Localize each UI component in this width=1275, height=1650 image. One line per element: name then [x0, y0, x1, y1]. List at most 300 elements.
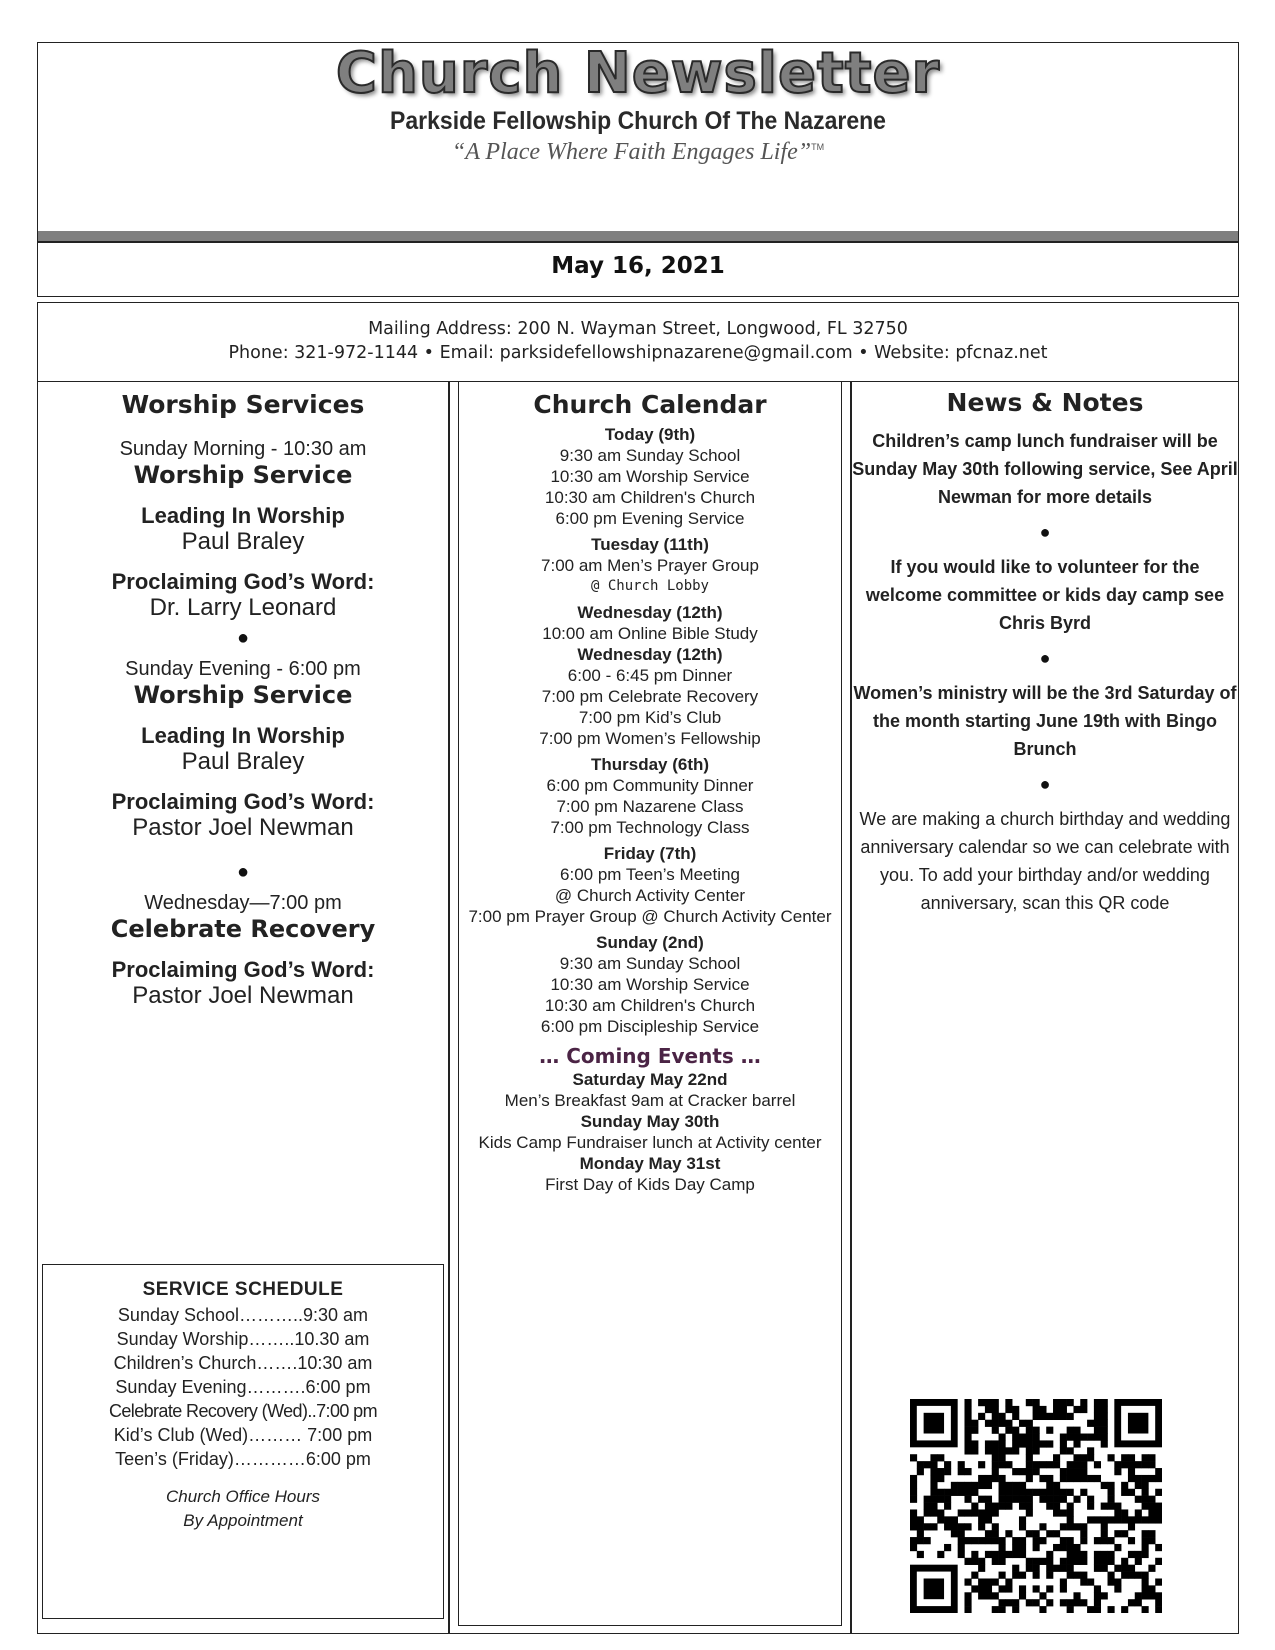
- qr-module: [978, 1461, 985, 1468]
- qr-module: [1073, 1461, 1080, 1468]
- qr-module: [964, 1468, 971, 1475]
- qr-module: [992, 1509, 999, 1516]
- qr-module: [910, 1516, 917, 1523]
- leading-label: Leading In Worship: [141, 503, 345, 528]
- qr-module: [1005, 1599, 1012, 1606]
- qr-module: [1019, 1523, 1026, 1530]
- qr-module: [985, 1440, 992, 1447]
- qr-module: [1087, 1454, 1094, 1461]
- qr-module: [978, 1399, 985, 1406]
- qr-module: [917, 1516, 924, 1523]
- qr-module: [1039, 1558, 1046, 1565]
- qr-module: [1121, 1606, 1128, 1613]
- qr-module: [1148, 1461, 1155, 1468]
- qr-module: [930, 1482, 937, 1489]
- qr-module: [992, 1440, 999, 1447]
- qr-module: [1012, 1413, 1019, 1420]
- qr-module: [1033, 1537, 1040, 1544]
- qr-module: [985, 1592, 992, 1599]
- qr-module: [1087, 1606, 1094, 1613]
- qr-module: [951, 1530, 958, 1537]
- header-divider-rule: [38, 241, 1238, 243]
- qr-module: [1135, 1572, 1142, 1579]
- qr-module: [999, 1572, 1006, 1579]
- qr-module: [999, 1558, 1006, 1565]
- calendar-heading: Church Calendar: [533, 390, 767, 419]
- qr-module: [910, 1537, 917, 1544]
- qr-module: [985, 1475, 992, 1482]
- qr-module: [1019, 1585, 1026, 1592]
- qr-module: [1019, 1572, 1026, 1579]
- qr-module: [930, 1454, 937, 1461]
- calendar-event: 7:00 pm Nazarene Class: [556, 797, 744, 816]
- qr-module: [1094, 1413, 1101, 1420]
- qr-module: [1033, 1468, 1040, 1475]
- news-note: We are making a church birthday and wedding anniversary calendar so we can celebrate with you. To add your birthday and/or wedding anniversary, scan this QR code: [859, 809, 1231, 913]
- qr-module: [1142, 1592, 1149, 1599]
- qr-module: [985, 1496, 992, 1503]
- qr-module: [1155, 1592, 1162, 1599]
- qr-module: [999, 1585, 1006, 1592]
- qr-module: [1142, 1461, 1149, 1468]
- qr-module: [1108, 1578, 1115, 1585]
- qr-module: [1094, 1537, 1101, 1544]
- qr-module: [999, 1606, 1006, 1613]
- calendar-event: 10:30 am Children's Church: [544, 996, 756, 1015]
- qr-module: [1101, 1565, 1108, 1572]
- qr-module: [958, 1482, 965, 1489]
- bullet-separator: ●: [1039, 648, 1051, 668]
- qr-module: [1026, 1454, 1033, 1461]
- qr-module: [958, 1551, 965, 1558]
- qr-module: [971, 1551, 978, 1558]
- qr-module: [1135, 1599, 1142, 1606]
- qr-module: [1039, 1496, 1046, 1503]
- qr-module: [930, 1475, 937, 1482]
- qr-module: [1155, 1544, 1162, 1551]
- coming-event: Men’s Breakfast 9am at Cracker barrel: [504, 1091, 796, 1110]
- qr-module: [1005, 1585, 1012, 1592]
- qr-module: [924, 1578, 944, 1599]
- calendar-event: 9:30 am Sunday School: [559, 954, 741, 973]
- qr-module: [1148, 1503, 1155, 1510]
- church-name: Parkside Fellowship Church Of The Nazarene: [390, 107, 886, 135]
- qr-module: [978, 1537, 985, 1544]
- qr-module: [1060, 1565, 1067, 1572]
- calendar-event: @ Church Activity Center: [554, 886, 746, 905]
- qr-module: [1073, 1496, 1080, 1503]
- qr-module: [1128, 1551, 1135, 1558]
- qr-module: [1067, 1599, 1074, 1606]
- qr-module: [1012, 1468, 1019, 1475]
- qr-module: [1026, 1461, 1033, 1468]
- qr-module: [971, 1427, 978, 1434]
- trademark-mark: TM: [811, 142, 825, 152]
- calendar-event: 7:00 pm Technology Class: [550, 818, 750, 837]
- qr-module: [1060, 1585, 1067, 1592]
- qr-module: [1073, 1592, 1080, 1599]
- sunday-evening-service: Worship Service: [133, 681, 353, 709]
- qr-module: [1108, 1537, 1115, 1544]
- preacher: Dr. Larry Leonard: [149, 594, 337, 621]
- qr-module: [958, 1461, 965, 1468]
- qr-module: [1155, 1503, 1162, 1510]
- qr-module: [937, 1468, 944, 1475]
- calendar-event: 7:00 pm Kid’s Club: [578, 708, 722, 727]
- qr-module: [1019, 1544, 1026, 1551]
- qr-module: [1046, 1599, 1053, 1606]
- qr-module: [1101, 1420, 1108, 1427]
- qr-module: [917, 1468, 924, 1475]
- worship-services: [37, 390, 449, 1009]
- office-hours-line: By Appointment: [183, 1511, 303, 1530]
- qr-module: [1033, 1565, 1040, 1572]
- qr-module: [1033, 1585, 1040, 1592]
- qr-module: [1155, 1599, 1162, 1606]
- qr-module: [992, 1551, 999, 1558]
- qr-module: [1080, 1537, 1087, 1544]
- calendar-day: [458, 843, 842, 927]
- office-hours-line: Church Office Hours: [166, 1487, 320, 1506]
- calendar-event: 7:00 pm Prayer Group @ Church Activity Center: [468, 907, 832, 926]
- qr-module: [1053, 1489, 1060, 1496]
- qr-module: [992, 1606, 999, 1613]
- qr-module: [1060, 1413, 1067, 1420]
- qr-module: [1033, 1599, 1040, 1606]
- qr-module: [1046, 1475, 1053, 1482]
- qr-module: [1026, 1427, 1033, 1434]
- qr-module: [971, 1503, 978, 1510]
- qr-code[interactable]: [910, 1399, 1162, 1613]
- qr-module: [1026, 1420, 1033, 1427]
- qr-module: [978, 1509, 985, 1516]
- qr-module: [1026, 1434, 1033, 1441]
- qr-module: [1026, 1399, 1033, 1406]
- calendar-days: [458, 424, 842, 1037]
- qr-module: [930, 1509, 937, 1516]
- qr-module: [1005, 1461, 1012, 1468]
- qr-module: [1073, 1468, 1080, 1475]
- qr-module: [964, 1599, 971, 1606]
- qr-module: [1053, 1406, 1060, 1413]
- qr-module: [978, 1475, 985, 1482]
- qr-module: [1033, 1406, 1040, 1413]
- calendar-event: 6:00 pm Community Dinner: [546, 776, 754, 795]
- qr-module: [1060, 1558, 1067, 1565]
- coming-events-list: [458, 1069, 842, 1195]
- qr-module: [1148, 1537, 1155, 1544]
- qr-module: [985, 1578, 992, 1585]
- qr-module: [978, 1523, 985, 1530]
- qr-module: [992, 1530, 999, 1537]
- qr-module: [1019, 1489, 1026, 1496]
- qr-module: [1060, 1399, 1067, 1406]
- qr-module: [1108, 1496, 1115, 1503]
- qr-module: [1108, 1454, 1115, 1461]
- qr-module: [1039, 1475, 1046, 1482]
- qr-module: [1067, 1544, 1074, 1551]
- qr-module: [1101, 1530, 1108, 1537]
- schedule-title: SERVICE SCHEDULE: [142, 1279, 344, 1300]
- qr-module: [992, 1558, 999, 1565]
- qr-module: [999, 1454, 1006, 1461]
- qr-module: [1101, 1406, 1108, 1413]
- qr-module: [978, 1565, 985, 1572]
- calendar-event: 6:00 pm Teen’s Meeting: [560, 865, 740, 884]
- qr-module: [964, 1592, 971, 1599]
- qr-module: [1128, 1572, 1135, 1579]
- qr-module: [910, 1496, 917, 1503]
- qr-module: [964, 1434, 971, 1441]
- qr-module: [1060, 1537, 1067, 1544]
- calendar-day-heading: Friday (7th): [603, 844, 697, 863]
- qr-module: [1039, 1461, 1046, 1468]
- qr-module: [1073, 1440, 1080, 1447]
- qr-module: [978, 1516, 985, 1523]
- qr-module: [1073, 1427, 1080, 1434]
- qr-module: [978, 1496, 985, 1503]
- qr-module: [1046, 1565, 1053, 1572]
- qr-module: [1148, 1530, 1155, 1537]
- schedule-line: Kid’s Club (Wed)……… 7:00 pm: [113, 1425, 373, 1445]
- qr-module: [1046, 1503, 1053, 1510]
- calendar-day: [458, 754, 842, 838]
- qr-module: [1121, 1454, 1128, 1461]
- qr-module: [1019, 1420, 1026, 1427]
- qr-module: [1108, 1489, 1115, 1496]
- qr-module: [1033, 1399, 1040, 1406]
- qr-module: [917, 1537, 924, 1544]
- qr-module: [1094, 1565, 1101, 1572]
- qr-module: [1053, 1482, 1060, 1489]
- qr-module: [1012, 1447, 1019, 1454]
- qr-module: [1155, 1468, 1162, 1475]
- qr-module: [1060, 1434, 1067, 1441]
- qr-module: [1108, 1606, 1115, 1613]
- qr-module: [1067, 1606, 1074, 1613]
- qr-module: [1046, 1558, 1053, 1565]
- leading-label: Leading In Worship: [141, 723, 345, 748]
- qr-module: [1073, 1544, 1080, 1551]
- tagline-text: “A Place Where Faith Engages Life”: [451, 139, 812, 165]
- sunday-morning-service: Worship Service: [133, 461, 353, 489]
- qr-module: [1094, 1551, 1101, 1558]
- qr-module: [985, 1406, 992, 1413]
- qr-module: [964, 1427, 971, 1434]
- wednesday-time: Wednesday—7:00 pm: [144, 892, 342, 914]
- qr-module: [971, 1509, 978, 1516]
- qr-module: [999, 1413, 1006, 1420]
- qr-module: [1094, 1599, 1101, 1606]
- qr-module: [1060, 1468, 1067, 1475]
- church-calendar: [458, 390, 842, 1195]
- qr-module: [1026, 1558, 1033, 1565]
- schedule-line: Sunday Evening……….6:00 pm: [115, 1377, 371, 1397]
- qr-module: [1121, 1482, 1128, 1489]
- qr-module: [1012, 1599, 1019, 1606]
- qr-module: [1142, 1606, 1149, 1613]
- qr-module: [1039, 1489, 1046, 1496]
- qr-module: [971, 1489, 978, 1496]
- qr-module: [985, 1516, 992, 1523]
- qr-module: [971, 1585, 978, 1592]
- qr-module: [958, 1523, 965, 1530]
- qr-module: [1114, 1461, 1121, 1468]
- qr-module: [985, 1537, 992, 1544]
- qr-module: [1005, 1503, 1012, 1510]
- qr-module: [1142, 1503, 1149, 1510]
- qr-module: [1142, 1537, 1149, 1544]
- qr-module: [1094, 1427, 1101, 1434]
- qr-module: [1142, 1544, 1149, 1551]
- qr-module: [944, 1516, 951, 1523]
- qr-module: [1060, 1509, 1067, 1516]
- calendar-day-heading: Wednesday (12th): [577, 645, 723, 664]
- qr-module: [1114, 1585, 1121, 1592]
- qr-module: [944, 1496, 951, 1503]
- schedule-line: Children’s Church…….10:30 am: [113, 1353, 373, 1373]
- qr-module: [985, 1509, 992, 1516]
- qr-module: [1067, 1572, 1074, 1579]
- qr-module: [1005, 1427, 1012, 1434]
- qr-module: [1033, 1489, 1040, 1496]
- news-note: Women’s ministry will be the 3rd Saturday of the month starting June 19th with Bingo Brunch: [853, 683, 1237, 759]
- qr-module: [1053, 1503, 1060, 1510]
- qr-module: [1067, 1468, 1074, 1475]
- preacher: Pastor Joel Newman: [132, 982, 354, 1009]
- qr-module: [978, 1482, 985, 1489]
- qr-module: [917, 1530, 924, 1537]
- qr-module: [937, 1496, 944, 1503]
- qr-module: [930, 1503, 937, 1510]
- qr-module: [1108, 1572, 1115, 1579]
- qr-module: [937, 1551, 944, 1558]
- qr-module: [971, 1447, 978, 1454]
- qr-module: [1101, 1399, 1108, 1406]
- calendar-day-heading: Sunday (2nd): [596, 933, 704, 952]
- qr-module: [1114, 1509, 1121, 1516]
- qr-module: [1094, 1434, 1101, 1441]
- calendar-day: [458, 534, 842, 597]
- calendar-event: 10:30 am Worship Service: [550, 467, 750, 486]
- qr-module: [1114, 1516, 1121, 1523]
- coming-event-date: Sunday May 30th: [580, 1112, 720, 1131]
- qr-module: [1026, 1565, 1033, 1572]
- qr-module: [1026, 1447, 1033, 1454]
- qr-module: [958, 1537, 965, 1544]
- qr-module: [985, 1503, 992, 1510]
- coming-events-heading: … Coming Events …: [539, 1044, 761, 1068]
- qr-module: [1101, 1503, 1108, 1510]
- qr-module: [1121, 1572, 1128, 1579]
- qr-module: [1005, 1530, 1012, 1537]
- qr-module: [1067, 1516, 1074, 1523]
- qr-module: [910, 1475, 917, 1482]
- qr-module: [1087, 1475, 1094, 1482]
- qr-module: [1155, 1475, 1162, 1482]
- qr-module: [910, 1544, 917, 1551]
- qr-module: [1012, 1440, 1019, 1447]
- qr-module: [992, 1406, 999, 1413]
- qr-module: [1114, 1578, 1121, 1585]
- qr-module: [1094, 1585, 1101, 1592]
- qr-module: [1005, 1420, 1012, 1427]
- qr-module: [924, 1537, 931, 1544]
- qr-module: [1142, 1496, 1149, 1503]
- qr-module: [985, 1585, 992, 1592]
- qr-module: [937, 1509, 944, 1516]
- qr-module: [1128, 1461, 1135, 1468]
- qr-module: [1094, 1516, 1101, 1523]
- qr-module: [1094, 1461, 1101, 1468]
- qr-module: [1135, 1482, 1142, 1489]
- qr-module: [1033, 1447, 1040, 1454]
- qr-module: [1019, 1496, 1026, 1503]
- qr-module: [1080, 1434, 1087, 1441]
- qr-module: [1101, 1523, 1108, 1530]
- qr-module: [1053, 1399, 1060, 1406]
- worship-leader: Paul Braley: [181, 528, 305, 555]
- qr-module: [1033, 1427, 1040, 1434]
- calendar-day: [458, 602, 842, 644]
- qr-module: [1039, 1523, 1046, 1530]
- qr-module: [1060, 1578, 1067, 1585]
- qr-module: [1121, 1461, 1128, 1468]
- coming-event: First Day of Kids Day Camp: [545, 1175, 755, 1194]
- qr-module: [1005, 1496, 1012, 1503]
- qr-module: [1033, 1544, 1040, 1551]
- qr-module: [1148, 1516, 1155, 1523]
- qr-module: [958, 1544, 965, 1551]
- newsletter-title: Church Newsletter: [335, 41, 941, 106]
- qr-module: [1148, 1496, 1155, 1503]
- qr-module: [971, 1537, 978, 1544]
- qr-module: [1053, 1544, 1060, 1551]
- qr-module: [924, 1509, 931, 1516]
- qr-module: [951, 1523, 958, 1530]
- qr-module: [1060, 1489, 1067, 1496]
- qr-module: [1046, 1427, 1053, 1434]
- qr-module: [1128, 1565, 1135, 1572]
- qr-module: [992, 1461, 999, 1468]
- schedule-line: Celebrate Recovery (Wed)..7:00 pm: [109, 1401, 377, 1421]
- qr-module: [958, 1530, 965, 1537]
- qr-module: [924, 1523, 931, 1530]
- qr-module: [1114, 1530, 1121, 1537]
- news-note: Children’s camp lunch fundraiser will be Sunday May 30th following service, See April Newman for more details: [852, 431, 1238, 507]
- qr-module: [1101, 1558, 1108, 1565]
- qr-module: [917, 1523, 924, 1530]
- qr-module: [1087, 1496, 1094, 1503]
- qr-module: [944, 1489, 951, 1496]
- qr-module: [1142, 1454, 1149, 1461]
- qr-module: [958, 1509, 965, 1516]
- qr-module: [992, 1475, 999, 1482]
- qr-module: [1033, 1434, 1040, 1441]
- qr-module: [1046, 1482, 1053, 1489]
- qr-module: [1012, 1427, 1019, 1434]
- qr-module: [944, 1503, 951, 1510]
- wednesday-service: Celebrate Recovery: [110, 915, 376, 943]
- qr-module: [1142, 1578, 1149, 1585]
- qr-module: [1087, 1578, 1094, 1585]
- qr-module: [1080, 1489, 1087, 1496]
- qr-module: [1108, 1516, 1115, 1523]
- qr-module: [992, 1420, 999, 1427]
- issue-date: May 16, 2021: [551, 253, 725, 279]
- qr-module: [992, 1537, 999, 1544]
- qr-module: [1012, 1537, 1019, 1544]
